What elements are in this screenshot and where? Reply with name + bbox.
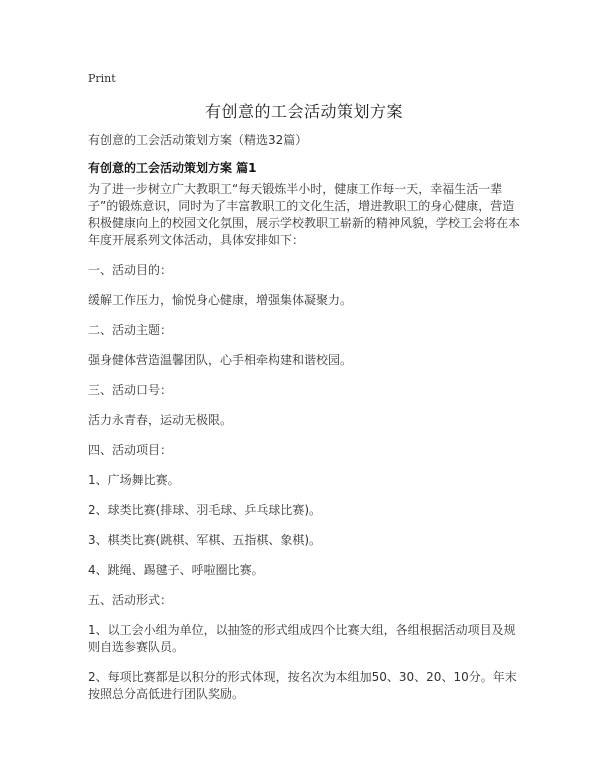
- page-title: 有创意的工会活动策划方案: [204, 102, 403, 121]
- format-item-2: 2、每项比赛都是以积分的形式体现，按名次为本组加50、30、20、10分。年末按照总分高低进行团队奖励。: [88, 670, 517, 701]
- heading-purpose: 一、活动目的：: [88, 263, 173, 277]
- event-item-3: 3、棋类比赛(跳棋、军棋、五指棋、象棋)。: [88, 533, 321, 547]
- heading-slogan: 三、活动口号：: [88, 383, 173, 397]
- heading-format: 五、活动形式：: [88, 593, 173, 607]
- heading-events: 四、活动项目：: [88, 443, 173, 457]
- document-subtitle: 有创意的工会活动策划方案（精选32篇）: [88, 133, 308, 147]
- heading-theme: 二、活动主题：: [88, 323, 173, 337]
- theme-text: 强身健体营造温馨团队，心手相牵构建和谐校园。: [88, 353, 353, 367]
- section-heading: 有创意的工会活动策划方案 篇1: [88, 161, 257, 175]
- event-item-2: 2、球类比赛(排球、羽毛球、乒乓球比赛)。: [88, 503, 321, 517]
- purpose-text: 缓解工作压力，愉悦身心健康，增强集体凝聚力。: [88, 293, 353, 307]
- event-item-1: 1、广场舞比赛。: [88, 473, 180, 487]
- slogan-text: 活力永青春，运动无极限。: [88, 413, 233, 427]
- format-item-1: 1、以工会小组为单位，以抽签的形式组成四个比赛大组，各组根据活动项目及规则自选参赛队员。: [88, 623, 516, 654]
- intro-paragraph: 为了进一步树立广大教职工“每天锻炼半小时，健康工作每一天，幸福生活一辈子”的锻炼意识，同时为了丰富教职工的文化生活，增进教职工的身心健康，营造积极健康向上的校园文化氛围，展示学校教职工崭新的精神风貌，学校工会将在本年度开展系列文体活动，具体安排如下：: [88, 182, 521, 247]
- event-item-4: 4、跳绳、踢毽子、呼啦圈比赛。: [88, 563, 264, 577]
- document-body: [88, 181, 520, 716]
- print-label[interactable]: Print: [88, 72, 116, 85]
